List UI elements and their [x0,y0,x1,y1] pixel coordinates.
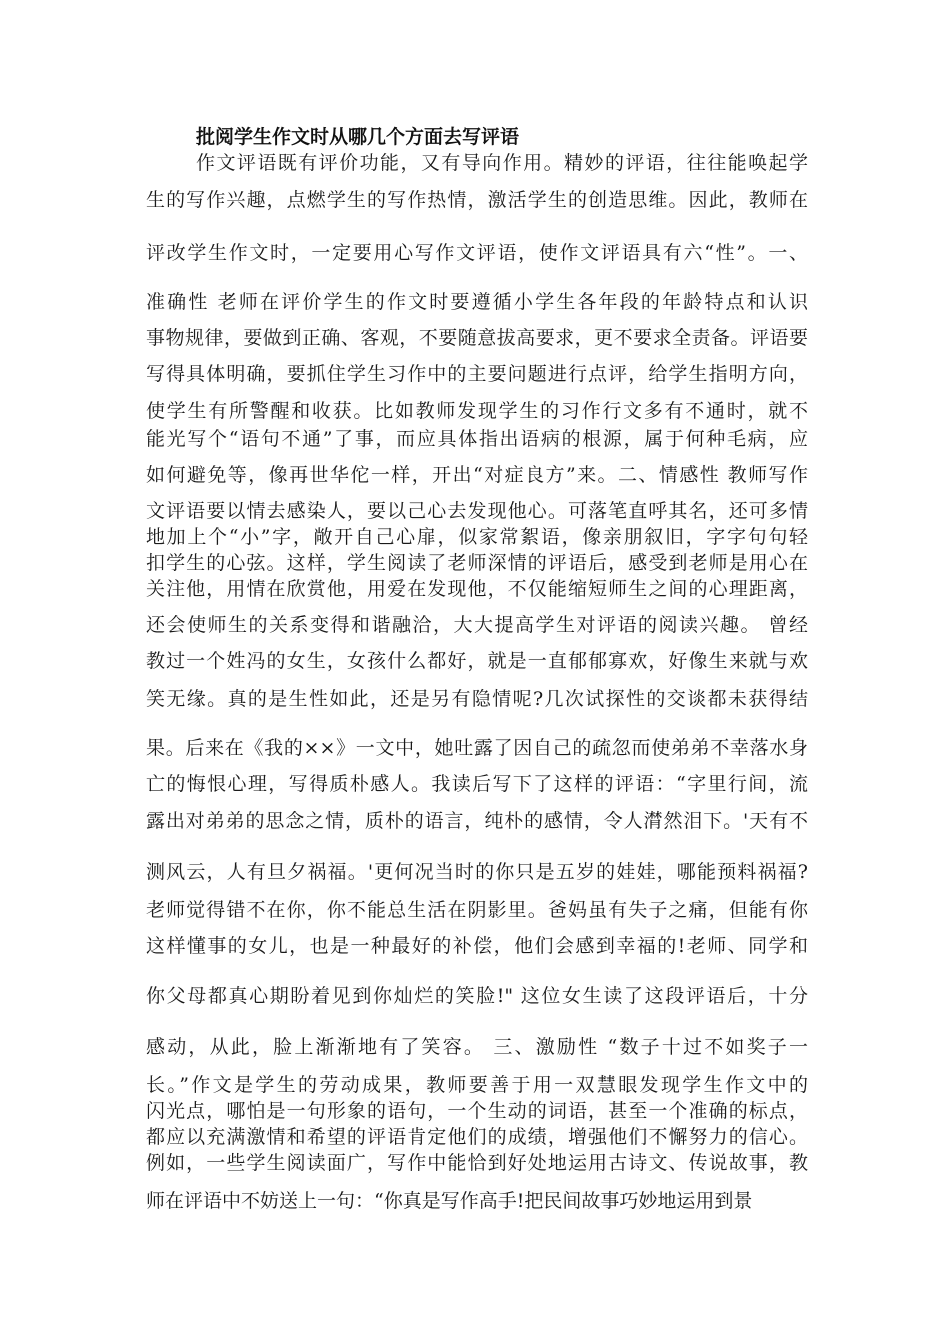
text-line: 能光写个“语句不通”了事，而应具体指出语病的根源，属于何种毛病，应 [146,428,808,450]
text-line: 露出对弟弟的思念之情，质朴的语言，纯朴的感情，令人潸然泪下。'天有不 [146,810,808,832]
text-line: 使学生有所警醒和收获。比如教师发现学生的习作行文多有不通时，就不 [146,400,808,422]
text-line: 准确性 老师在评价学生的作文时要遵循小学生各年段的年龄特点和认识 [146,291,808,313]
text-line: 还会使师生的关系变得和谐融洽，大大提高学生对评语的阅读兴趣。 曾经 [146,614,808,636]
text-line: 闪光点，哪怕是一句形象的语句，一个生动的词语，甚至一个准确的标点， [146,1100,808,1122]
text-line: 这样懂事的女儿，也是一种最好的补偿，他们会感到幸福的!老师、同学和 [146,935,808,957]
text-line: 文评语要以情去感染人，要以己心去发现他心。可落笔直呼其名，还可多情 [146,500,808,522]
text-line: 教过一个姓冯的女生，女孩什么都好，就是一直郁郁寡欢，好像生来就与欢 [146,650,808,672]
text-line: 亡的悔恨心理，写得质朴感人。我读后写下了这样的评语：“字里行间，流 [146,773,808,795]
text-line: 地加上个“小”字，敞开自己心扉，似家常絮语，像亲朋叙旧，字字句句轻 [146,526,808,548]
text-line: 你父母都真心期盼着见到你灿烂的笑脸!" 这位女生读了这段评语后，十分 [146,985,808,1007]
document-title: 批阅学生作文时从哪几个方面去写评语 [196,126,520,148]
text-line: 师在评语中不妨送上一句：“你真是写作高手!把民间故事巧妙地运用到景 [146,1190,753,1212]
text-line: 例如，一些学生阅读面广，写作中能恰到好处地运用古诗文、传说故事，教 [146,1152,808,1174]
text-line: 长。”作文是学生的劳动成果，教师要善于用一双慧眼发现学生作文中的 [146,1074,808,1096]
text-line: 果。后来在《我的××》一文中，她吐露了因自己的疏忽而使弟弟不幸落水身 [146,737,808,759]
text-line: 作文评语既有评价功能，又有导向作用。精妙的评语，往往能唤起学 [196,152,808,174]
text-line: 测风云，人有旦夕祸福。'更何况当时的你只是五岁的娃娃，哪能预料祸福? [146,861,808,883]
text-line: 事物规律，要做到正确、客观，不要随意拔高要求，更不要求全责备。评语要 [146,327,808,349]
text-line: 老师觉得错不在你，你不能总生活在阴影里。爸妈虽有失子之痛，但能有你 [146,899,808,921]
text-line: 生的写作兴趣，点燃学生的写作热情，激活学生的创造思维。因此，教师在 [146,189,808,211]
text-line: 感动，从此，脸上渐渐地有了笑容。 三、激励性 “数子十过不如奖子一 [146,1036,808,1058]
text-line: 都应以充满激情和希望的评语肯定他们的成绩，增强他们不懈努力的信心。 [146,1126,808,1148]
text-line: 关注他，用情在欣赏他，用爱在发现他，不仅能缩短师生之间的心理距离， [146,578,808,600]
text-line: 评改学生作文时，一定要用心写作文评语，使作文评语具有六“性”。一、 [146,242,808,264]
text-line: 如何避免等，像再世华佗一样，开出“对症良方”来。二、情感性 教师写作 [146,464,808,486]
text-line: 笑无缘。真的是生性如此，还是另有隐情呢?几次试探性的交谈都未获得结 [146,688,808,710]
text-line: 扣学生的心弦。这样，学生阅读了老师深情的评语后，感受到老师是用心在 [146,552,808,574]
text-line: 写得具体明确，要抓住学生习作中的主要问题进行点评，给学生指明方向， [146,363,808,385]
